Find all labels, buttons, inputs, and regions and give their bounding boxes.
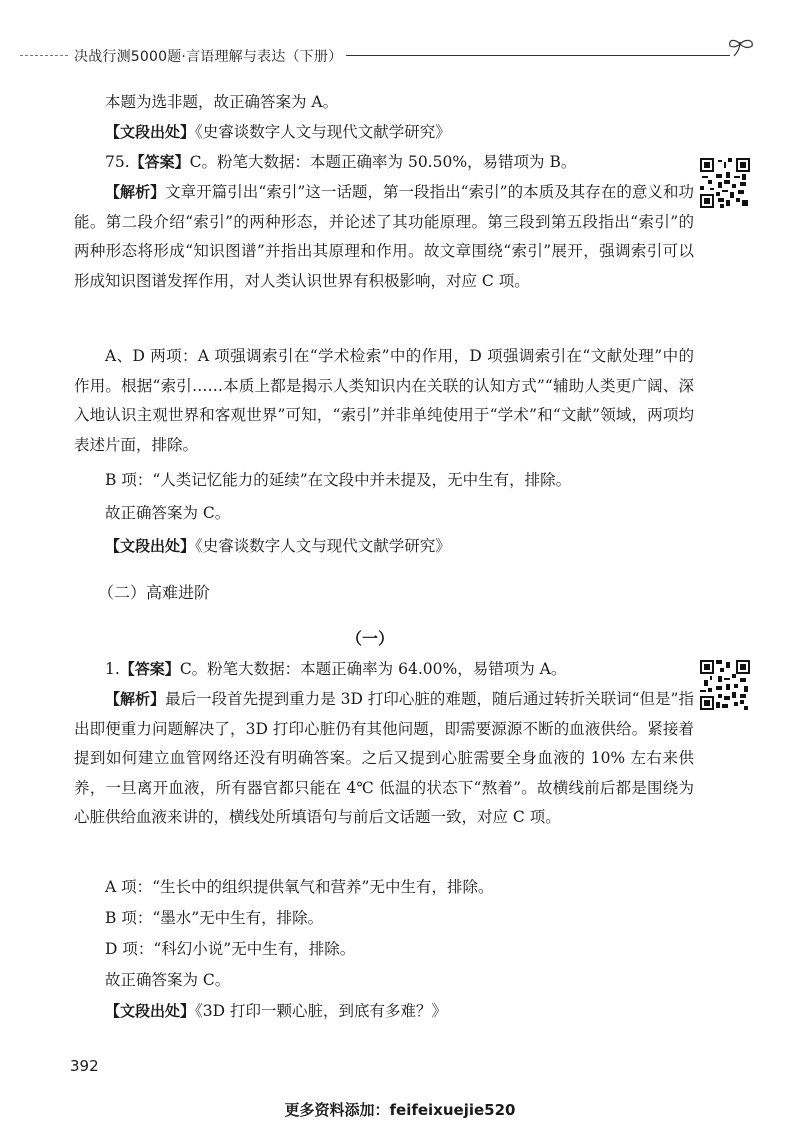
question-number: 75. — [105, 153, 130, 171]
analysis-tag: 【解析】 — [105, 690, 166, 708]
analysis-text: 文章开篇引出“索引”这一话题，第一段指出“索引”的本质及其存在的意义和功能。第二段介绍“索引”的两种形态，并论述了其功能原理。第三段到第五段指出“索引”的两种形态将形成“知识图谱”并指出其原理和作用。故文章围绕“索引”展开，强调索引可以形成知识图谱发挥作用，对人类认识世界有积极影响，对应 C 项。 — [74, 183, 694, 290]
q75-source-prev — [74, 118, 694, 148]
header-dashed-rule — [20, 55, 68, 56]
qr-code[interactable] — [700, 660, 750, 710]
q75-source — [74, 532, 694, 562]
qr-code[interactable] — [700, 158, 750, 208]
section-title: （二）高难进阶 — [98, 583, 211, 602]
header-rule — [346, 55, 730, 56]
q75-analysis — [74, 178, 694, 296]
book-title: 决战行测5000题·言语理解与表达（下册） — [74, 49, 343, 65]
answer-text: C。粉笔大数据：本题正确率为 64.00%，易错项为 A。 — [179, 660, 567, 678]
sprout-icon — [724, 36, 758, 60]
answer-tag: 【答案】 — [129, 153, 190, 171]
q1-conclusion: 故正确答案为 C。 — [105, 971, 231, 989]
page-number: 392 — [70, 1057, 99, 1075]
source-tag: 【文段出处】 — [105, 1002, 196, 1020]
q1-analysis — [74, 685, 694, 833]
q1-option-d: D 项：“科幻小说”无中生有，排除。 — [105, 940, 356, 958]
analysis-tag: 【解析】 — [105, 183, 166, 201]
q75-option-ad: A、D 两项：A 项强调索引在“学术检索”中的作用，D 项强调索引在“文献处理”中的作用。根据“索引……本质上都是揭示人类知识内在关联的认知方式”“辅助人类更广阔、深入地认识主观世界和客观世界”可知，“索引”并非单纯使用于“学术”和“文献”领域，两项均表述片面，排除。 — [74, 347, 694, 454]
source-text: 《史睿谈数字人文与现代文献学研究》 — [195, 123, 451, 141]
q75-answer — [74, 148, 694, 178]
source-tag: 【文段出处】 — [105, 123, 196, 141]
source-text: 《史睿谈数字人文与现代文献学研究》 — [195, 537, 451, 555]
q1-option-b: B 项：“墨水”无中生有，排除。 — [105, 909, 324, 927]
q1-option-a: A 项：“生长中的组织提供氧气和营养”无中生有，排除。 — [105, 878, 494, 896]
q1-source — [74, 997, 694, 1027]
q1-answer — [74, 655, 694, 685]
source-text: 《3D 打印一颗心脏，到底有多难？》 — [195, 1002, 447, 1020]
answer-tag: 【答案】 — [119, 660, 180, 678]
q75-conclusion-prev: 本题为选非题，故正确答案为 A。 — [105, 93, 339, 111]
subsection-title: （一） — [345, 629, 394, 648]
analysis-text: 最后一段首先提到重力是 3D 打印心脏的难题，随后通过转折关联词“但是”指出即便重力问题解决了，3D 打印心脏仍有其他问题，即需要源源不断的血液供给。紧接着提到如何建立血管网络还没有明确答案。之后又提到心脏需要全身血液的 10% 左右来供养，一旦离开血液，所有器官都只能在 4℃ 低温的状态下“熬着”。故横线前后都是围绕为心脏供给血液来讲的，横线处所填语句与前后文话题一致，对应 C 项。 — [74, 690, 694, 826]
question-number: 1. — [105, 660, 120, 678]
running-header — [0, 36, 800, 66]
source-tag: 【文段出处】 — [105, 537, 196, 555]
q75-option-b: B 项：“人类记忆能力的延续”在文段中并未提及，无中生有，排除。 — [105, 471, 572, 489]
answer-text: C。粉笔大数据：本题正确率为 50.50%，易错项为 B。 — [189, 153, 577, 171]
footer-note: 更多资料添加：feifeixuejie520 — [284, 1101, 516, 1119]
q75-conclusion: 故正确答案为 C。 — [105, 504, 231, 522]
